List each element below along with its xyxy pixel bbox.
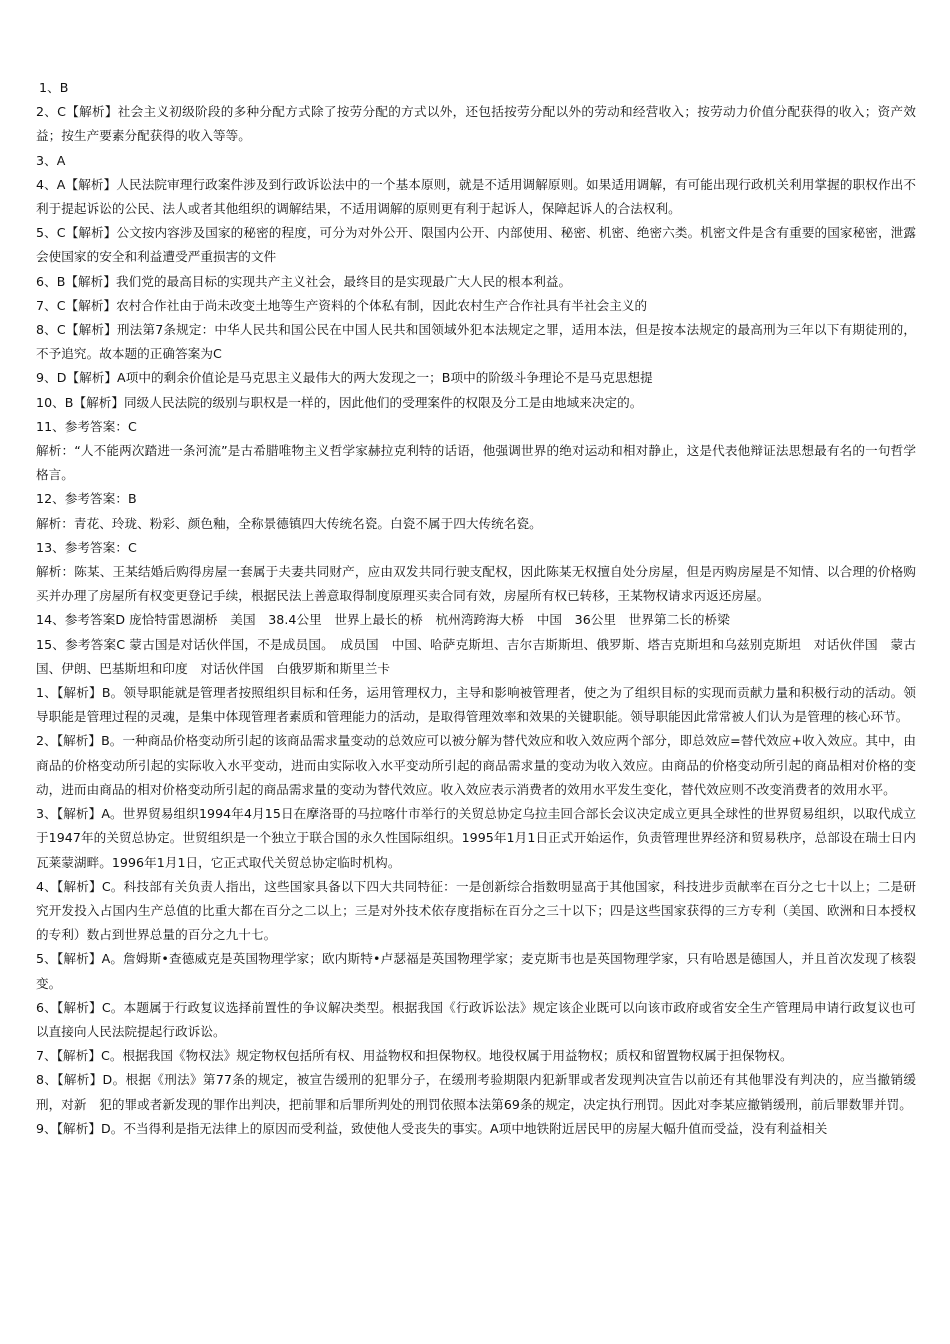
answer-paragraph: 10、B【解析】同级人民法院的级别与职权是一样的，因此他们的受理案件的权限及分工是由地域来决定的。 [36,394,643,410]
answer-paragraph: 3、A [36,152,66,168]
answer-paragraph: 1、【解析】B。领导职能就是管理者按照组织目标和任务，运用管理权力，主导和影响被管理者，使之为了组织目标的实现而贡献力量和积极行动的活动。领导职能是管理过程的灵魂，是集中体现管理者素质和管理能力的活动，是取得管理效率和效果的关键职能。领导职能因此常常被人们认为是管理的核心环节。 [36,685,916,725]
answer-paragraph: 4、A【解析】人民法院审理行政案件涉及到行政诉讼法中的一个基本原则，就是不适用调解原则。如果适用调解，有可能出现行政机关利用掌握的职权作出不利于提起诉讼的公民、法人或者其他组织的调解结果，不适用调解的原则更有利于起诉人，保障起诉人的合法权利。 [36,176,916,217]
answer-paragraph: 7、【解析】C。根据我国《物权法》规定物权包括所有权、用益物权和担保物权。地役权属于用益物权；质权和留置物权属于担保物权。 [36,1048,793,1064]
answer-paragraph: 3、【解析】A。世界贸易组织1994年4月15日在摩洛哥的马拉喀什市举行的关贸总协定乌拉圭回合部长会议决定成立更具全球性的世界贸易组织，以取代成立于1947年的关贸总协定。世贸组织是一个独立于联合国的永久性国际组织。1995年1月1日正式开始运作，负责管理世界经济和贸易秩序，总部设在瑞士日内瓦莱蒙湖畔。1996年1月1日，它正式取代关贸总协定临时机构。 [36,806,916,870]
answer-paragraph: 11、参考答案：C [36,418,137,434]
answer-paragraph: 15、参考答案C 蒙古国是对话伙伴国，不是成员国。 成员国 中国、哈萨克斯坦、吉尔吉斯斯坦、俄罗斯、塔吉克斯坦和乌兹别克斯坦 对话伙伴国 蒙古国、伊朗、巴基斯坦和印度 对话伙伴国 白俄罗斯和斯里兰卡 [36,636,916,676]
answer-paragraph: 9、【解析】D。不当得利是指无法律上的原因而受利益，致使他人受丧失的事实。A项中地铁附近居民甲的房屋大幅升值而受益，没有利益相关 [36,1120,828,1136]
answer-paragraph: 8、C【解析】刑法第7条规定：中华人民共和国公民在中国人民共和国领域外犯本法规定之罪，适用本法，但是按本法规定的最高刑为三年以下有期徒刑的，不予追究。故本题的正确答案为C [36,322,916,362]
explanation-paragraph: 解析：青花、玲珑、粉彩、颜色釉，全称景德镇四大传统名瓷。白瓷不属于四大传统名瓷。 [36,515,542,531]
answer-paragraph: 2、【解析】B。一种商品价格变动所引起的该商品需求量变动的总效应可以被分解为替代效应和收入效应两个部分，即总效应=替代效应+收入效应。其中，由商品的价格变动所引起的实际收入水平变动，进而由实际收入水平变动所引起的商品需求量的变动为收入效应。由商品的价格变动所引起的商品相对价格的变动，进而由商品的相对价格变动所引起的商品需求量的变动为替代效应。收入效应表示消费者的效用水平发生变化，替代效应则不改变消费者的效用水平。 [36,733,916,797]
answer-paragraph: 5、C【解析】公文按内容涉及国家的秘密的程度，可分为对外公开、限国内公开、内部使用、秘密、机密、绝密六类。机密文件是含有重要的国家秘密，泄露会使国家的安全和利益遭受严重损害的文件 [36,225,916,265]
answer-paragraph: 13、参考答案：C [36,539,137,555]
answer-paragraph: 7、C【解析】农村合作社由于尚未改变土地等生产资料的个体私有制，因此农村生产合作社具有半社会主义的 [36,297,648,313]
explanation-paragraph: 解析：陈某、王某结婚后购得房屋一套属于夫妻共同财产，应由双发共同行驶支配权，因此陈某无权擅自处分房屋，但是丙购房屋是不知情、以合理的价格购买并办理了房屋所有权变更登记手续，根据民法上善意取得制度原理买卖合同有效，房屋所有权已转移，王某物权请求丙返还房屋。 [36,564,916,604]
answer-paragraph: 6、【解析】C。本题属于行政复议选择前置性的争议解决类型。根据我国《行政诉讼法》规定该企业既可以向该市政府或省安全生产管理局申请行政复议也可以直接向人民法院提起行政诉讼。 [36,999,916,1039]
answer-paragraph: 14、参考答案D 庞恰特雷恩湖桥 美国 38.4公里 世界上最长的桥 杭州湾跨海大桥 中国 36公里 世界第二长的桥梁 [36,612,730,628]
answer-paragraph: 2、C【解析】社会主义初级阶段的多种分配方式除了按劳分配的方式以外，还包括按劳分配以外的劳动和经营收入；按劳动力价值分配获得的收入；资产效益；按生产要素分配获得的收入等等。 [36,104,916,144]
answer-paragraph: 1、B [39,80,69,95]
answer-paragraph: 12、参考答案：B [36,491,137,507]
answer-paragraph: 9、D【解析】A项中的剩余价值论是马克思主义最伟大的两大发现之一；B项中的阶级斗争理论不是马克思想提 [36,370,653,386]
answer-paragraph: 8、【解析】D。根据《刑法》第77条的规定，被宣告缓刑的犯罪分子，在缓刑考验期限内犯新罪或者发现判决宣告以前还有其他罪没有判决的，应当撤销缓刑，对新 犯的罪或者新发现的罪作出判决，把前罪和后罪所判处的刑罚依照本法第69条的规定，决定执行刑罚。因此对李某应撤销缓刑，前后罪数罪并罚。 [36,1072,916,1112]
answer-paragraph: 4、【解析】C。科技部有关负责人指出，这些国家具备以下四大共同特征：一是创新综合指数明显高于其他国家，科技进步贡献率在百分之七十以上；二是研究开发投入占国内生产总值的比重大都在百分之二以上；三是对外技术依存度指标在百分之三十以下；四是这些国家获得的三方专利（美国、欧洲和日本授权的专利）数占到世界总量的百分之九十七。 [36,878,916,943]
answer-paragraph: 5、【解析】A。詹姆斯•查德威克是英国物理学家；欧内斯特•卢瑟福是英国物理学家；麦克斯韦也是英国物理学家，只有哈恩是德国人，并且首次发现了核裂变。 [36,951,916,991]
answer-paragraph: 6、B【解析】我们党的最高目标的实现共产主义社会，最终目的是实现最广大人民的根本利益。 [36,273,572,289]
explanation-paragraph: 解析：“人不能两次踏进一条河流”是古希腊唯物主义哲学家赫拉克利特的话语，他强调世界的绝对运动和相对静止，这是代表他辩证法思想最有名的一句哲学格言。 [36,443,916,483]
